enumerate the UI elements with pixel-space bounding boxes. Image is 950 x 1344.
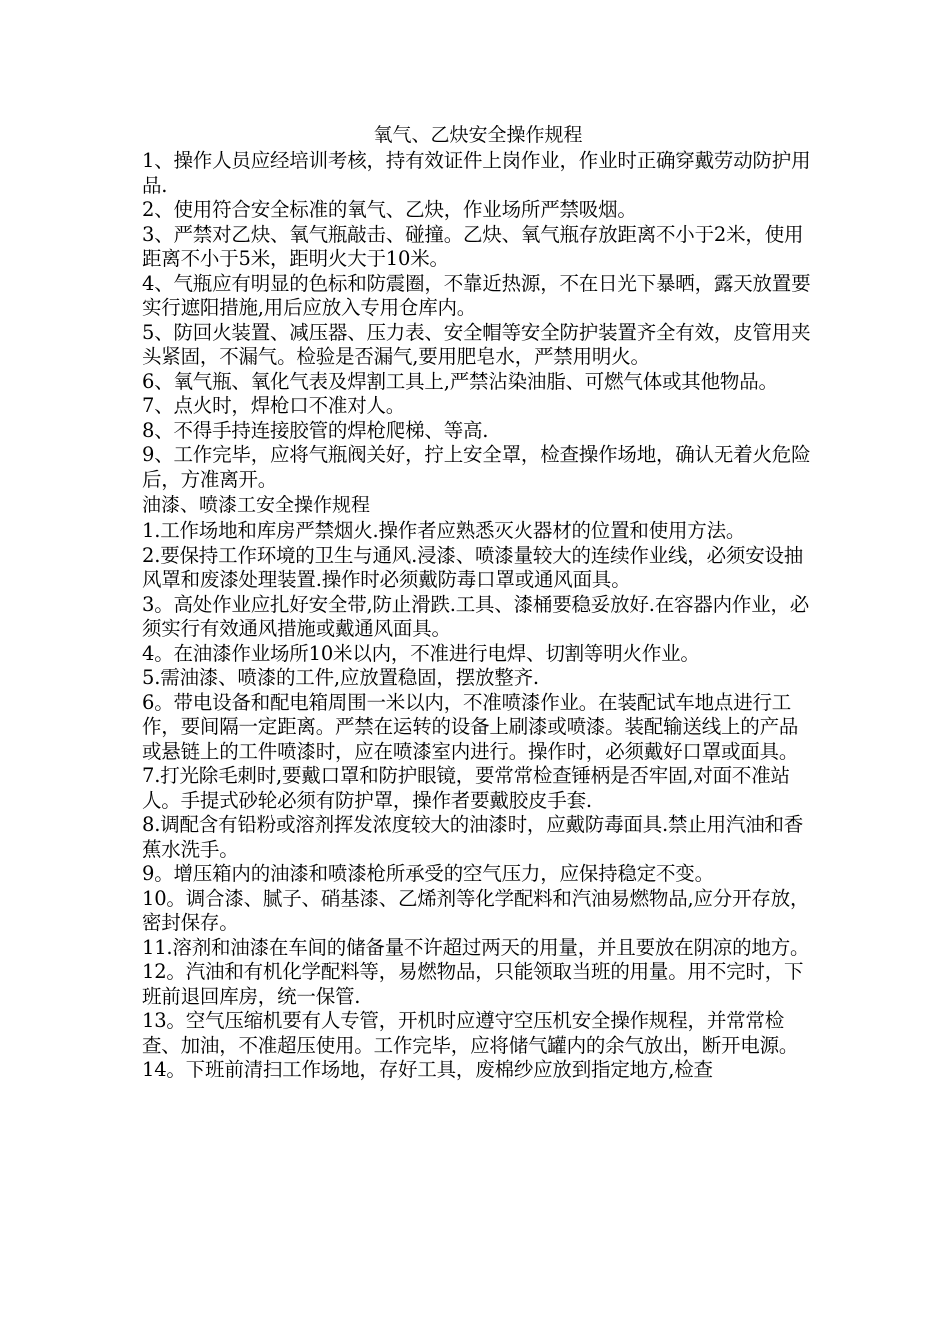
list-item: 10。调合漆、腻子、硝基漆、乙烯剂等化学配料和汽油易燃物品,应分开存放，密封保存。 [142,886,810,934]
section-title: 油漆、喷漆工安全操作规程 [142,494,371,516]
list-item: 3、严禁对乙炔、氧气瓶敲击、碰撞。乙炔、氧气瓶存放距离不小于2米，使用距离不小于5米，距明火大于10米。 [142,222,804,270]
list-item: 1、操作人员应经培训考核，持有效证件上岗作业，作业时正确穿戴劳动防护用品. [142,149,811,197]
list-item: 1.工作场地和库房严禁烟火.操作者应熟悉灭火器材的位置和使用方法。 [142,519,746,542]
list-item: 6、氧气瓶、氧化气表及焊割工具上,严禁沾染油脂、可燃气体或其他物品。 [142,369,778,393]
list-item: 4。在油漆作业场所10米以内，不准进行电焊、切割等明火作业。 [142,641,700,665]
list-item: 7.打光除毛刺时,要戴口罩和防护眼镜，要常常检查锤柄是否牢固,对面不准站人。手提式砂轮必须有防护罩，操作者要戴胶皮手套. [142,764,790,812]
list-item: 5.需油漆、喷漆的工件,应放置稳固，摆放整齐. [142,666,539,689]
list-item: 11.溶剂和油漆在车间的储备量不许超过两天的用量，并且要放在阴凉的地方。 [142,935,810,959]
list-item: 9、工作完毕，应将气瓶阀关好，拧上安全罩，检查操作场地，确认无着火危险后，方准离开。 [142,443,811,491]
list-item: 9。增压箱内的油漆和喷漆枪所承受的空气压力，应保持稳定不变。 [142,862,714,885]
page-title: 氧气、乙炔安全操作规程 [373,124,583,146]
list-item: 8、不得手持连接胶管的焊枪爬梯、等高. [142,418,489,442]
list-item: 8.调配含有铅粉或溶剂挥发浓度较大的油漆时，应戴防毒面具.禁止用汽油和香蕉水洗手。 [142,813,804,861]
list-item: 14。下班前清扫工作场地，存好工具，废棉纱应放到指定地方,检查 [142,1058,713,1081]
list-item: 7、点火时，焊枪口不准对人。 [142,394,406,417]
list-item: 3。高处作业应扎好安全带,防止滑跌.工具、漆桶要稳妥放好.在容器内作业，必须实行有效通风措施或戴通风面具。 [142,592,810,640]
list-item: 12。汽油和有机化学配料等，易燃物品，只能领取当班的用量。用不完时，下班前退回库房，统一保管. [142,960,804,1008]
list-item: 13。空气压缩机要有人专管，开机时应遵守空压机安全操作规程，并常常检查、加油，不准超压使用。工作完毕，应将储气罐内的余气放出，断开电源。 [142,1009,799,1057]
list-item: 2、使用符合安全标准的氧气、乙炔，作业场所严禁吸烟。 [142,198,637,221]
list-item: 5、防回火装置、减压器、压力表、安全帽等安全防护装置齐全有效，皮管用夹头紧固，不漏气。检验是否漏气,要用肥皂水，严禁用明火。 [142,320,811,368]
list-item: 4、气瓶应有明显的色标和防震圈，不靠近热源，不在日光下暴晒，露天放置要实行遮阳措施,用后应放入专用仓库内。 [142,271,811,319]
list-item: 6。带电设备和配电箱周围一米以内，不准喷漆作业。在装配试车地点进行工作，要间隔一定距离。严禁在运转的设备上刷漆或喷漆。装配输送线上的产品或悬链上的工件喷漆时，应在喷漆室内进行。操作时，必须戴好口罩或面具。 [142,690,799,763]
list-item: 2.要保持工作环境的卫生与通风.浸漆、喷漆量较大的连续作业线，必须安设抽风罩和废漆处理装置.操作时必须戴防毒口罩或通风面具。 [142,543,804,591]
document-page [142,122,814,1083]
